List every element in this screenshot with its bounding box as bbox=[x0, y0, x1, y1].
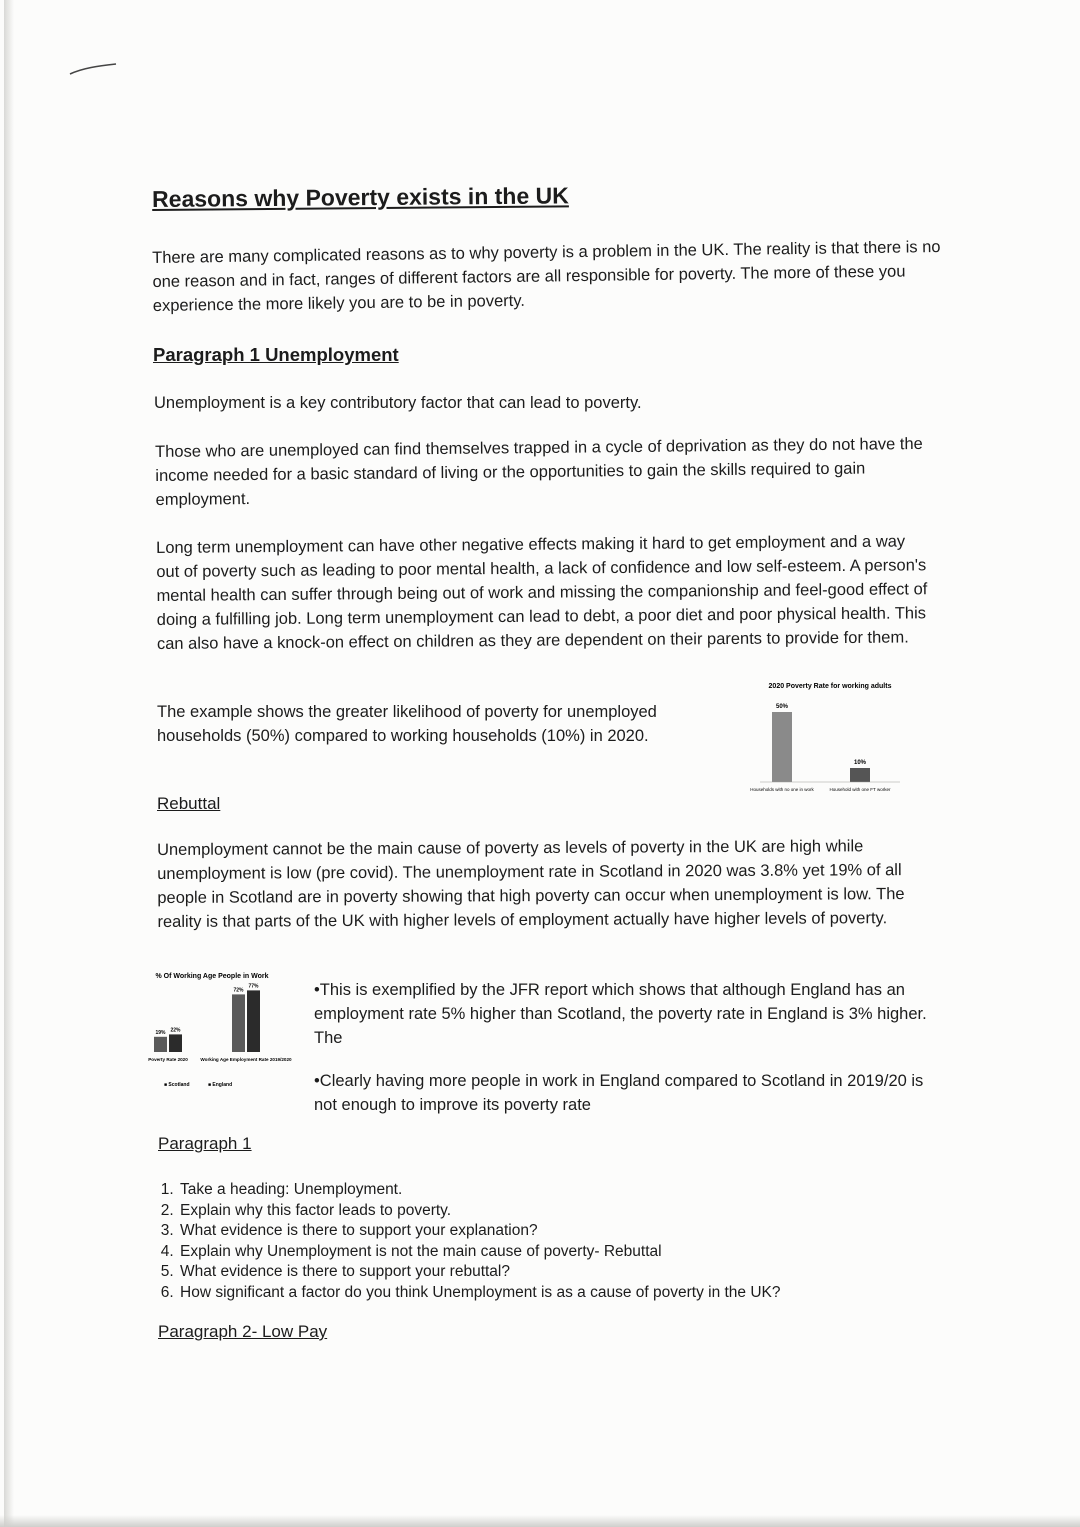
category-label: Household with one FT worker bbox=[829, 787, 891, 792]
chart-bar bbox=[247, 990, 260, 1052]
data-label: 50% bbox=[775, 704, 789, 710]
rebuttal-text: Unemployment cannot be the main cause of poverty as levels of poverty in the UK are high while unemployment is low (pre covid). The unemployment rate in Scotland in 2020 was 3.8% yet 19% of all people in Scotland are in poverty showing that high poverty can occur when unemployment is low. The reality is that parts of the UK with higher levels of employment actually have higher levels of poverty. bbox=[157, 837, 905, 931]
pen-mark-decoration bbox=[68, 60, 118, 76]
data-label: 22% bbox=[170, 1027, 181, 1034]
legend-entry: ■ Scotland bbox=[164, 1082, 190, 1088]
category-label: Poverty Rate 2020 bbox=[148, 1057, 188, 1062]
data-label: 19% bbox=[155, 1029, 166, 1036]
paragraph-1-heading: Paragraph 1 Unemployment bbox=[153, 344, 399, 365]
question-list bbox=[158, 1180, 978, 1303]
p1-deprivation-text: Those who are unemployed can find themselves trapped in a cycle of deprivation as they do not have the income needed for a basic standard of living or the opportunities to gain the skills required to gain employment. bbox=[155, 434, 923, 509]
legend-entry: ■ England bbox=[208, 1082, 233, 1088]
page-title: Reasons why Poverty exists in the UK bbox=[152, 182, 569, 212]
chart-title: 2020 Poverty Rate for working adults bbox=[768, 683, 892, 690]
chart-bar bbox=[154, 1037, 167, 1052]
page-bottom-shadow bbox=[0, 1515, 1080, 1527]
chart-bar bbox=[232, 994, 245, 1052]
rebuttal-heading: Rebuttal bbox=[157, 794, 221, 813]
data-label: 72% bbox=[233, 987, 244, 994]
page-edge-shadow bbox=[4, 0, 14, 1527]
data-label: 77% bbox=[248, 983, 259, 990]
list-item: 3. What evidence is there to support your explanation? bbox=[178, 1221, 978, 1242]
list-item: 1. Take a heading: Unemployment. bbox=[178, 1180, 978, 1201]
category-label: Households with no one in work bbox=[750, 787, 814, 792]
evidence-conclusion-text: •Clearly having more people in work in England compared to Scotland in 2019/20 is not enough to improve its poverty rate bbox=[314, 1072, 924, 1114]
chart-bar bbox=[772, 712, 792, 782]
task-heading: Paragraph 1 bbox=[158, 1134, 252, 1153]
p1-example-text: The example shows the greater likelihood of poverty for unemployed households (50%) compared to working households (10%) in 2020. bbox=[157, 703, 657, 745]
list-item: 4. Explain why Unemployment is not the main cause of poverty- Rebuttal bbox=[178, 1242, 978, 1263]
p1-long-term-text: Long term unemployment can have other negative effects making it hard to get employment and a way out of poverty such as leading to poor mental health, a lack of confidence and low self-esteem. A person's mental health can suffer through being out of work and missing the companionship and feel-good effect of doing a fulfilling job. Long term unemployment can lead to debt, a poor diet and poor physical health. This can also have a knock-on effect on children as they are dependent on their parents to provide for them. bbox=[156, 532, 928, 653]
paragraph-2-heading: Paragraph 2- Low Pay bbox=[158, 1322, 328, 1341]
p1-intro-text: Unemployment is a key contributory factor that can lead to poverty. bbox=[154, 394, 642, 412]
list-item: 2. Explain why this factor leads to poverty. bbox=[178, 1201, 978, 1222]
list-item: 6. How significant a factor do you think Unemployment is as a cause of poverty in the UK? bbox=[178, 1283, 978, 1304]
intro-paragraph: There are many complicated reasons as to why poverty is a problem in the UK. The reality is that there is no one reason and in fact, ranges of different factors are all responsible for poverty. The more of these you experience the more likely you are to be in poverty. bbox=[152, 237, 941, 315]
poverty-rate-chart bbox=[740, 676, 910, 798]
chart-bar bbox=[169, 1034, 182, 1052]
category-label: Working Age Employment Rate 2019/2020 bbox=[200, 1057, 292, 1062]
chart-title: % Of Working Age People in Work bbox=[155, 973, 269, 980]
employment-chart bbox=[140, 968, 300, 1100]
list-item: 5. What evidence is there to support your rebuttal? bbox=[178, 1262, 978, 1283]
chart-bar bbox=[850, 768, 870, 782]
data-label: 10% bbox=[853, 760, 867, 766]
evidence-jfr-text: •This is exemplified by the JFR report which shows that although England has an employment rate 5% higher than Scotland, the poverty rate in England is 3% higher. The bbox=[314, 981, 927, 1047]
